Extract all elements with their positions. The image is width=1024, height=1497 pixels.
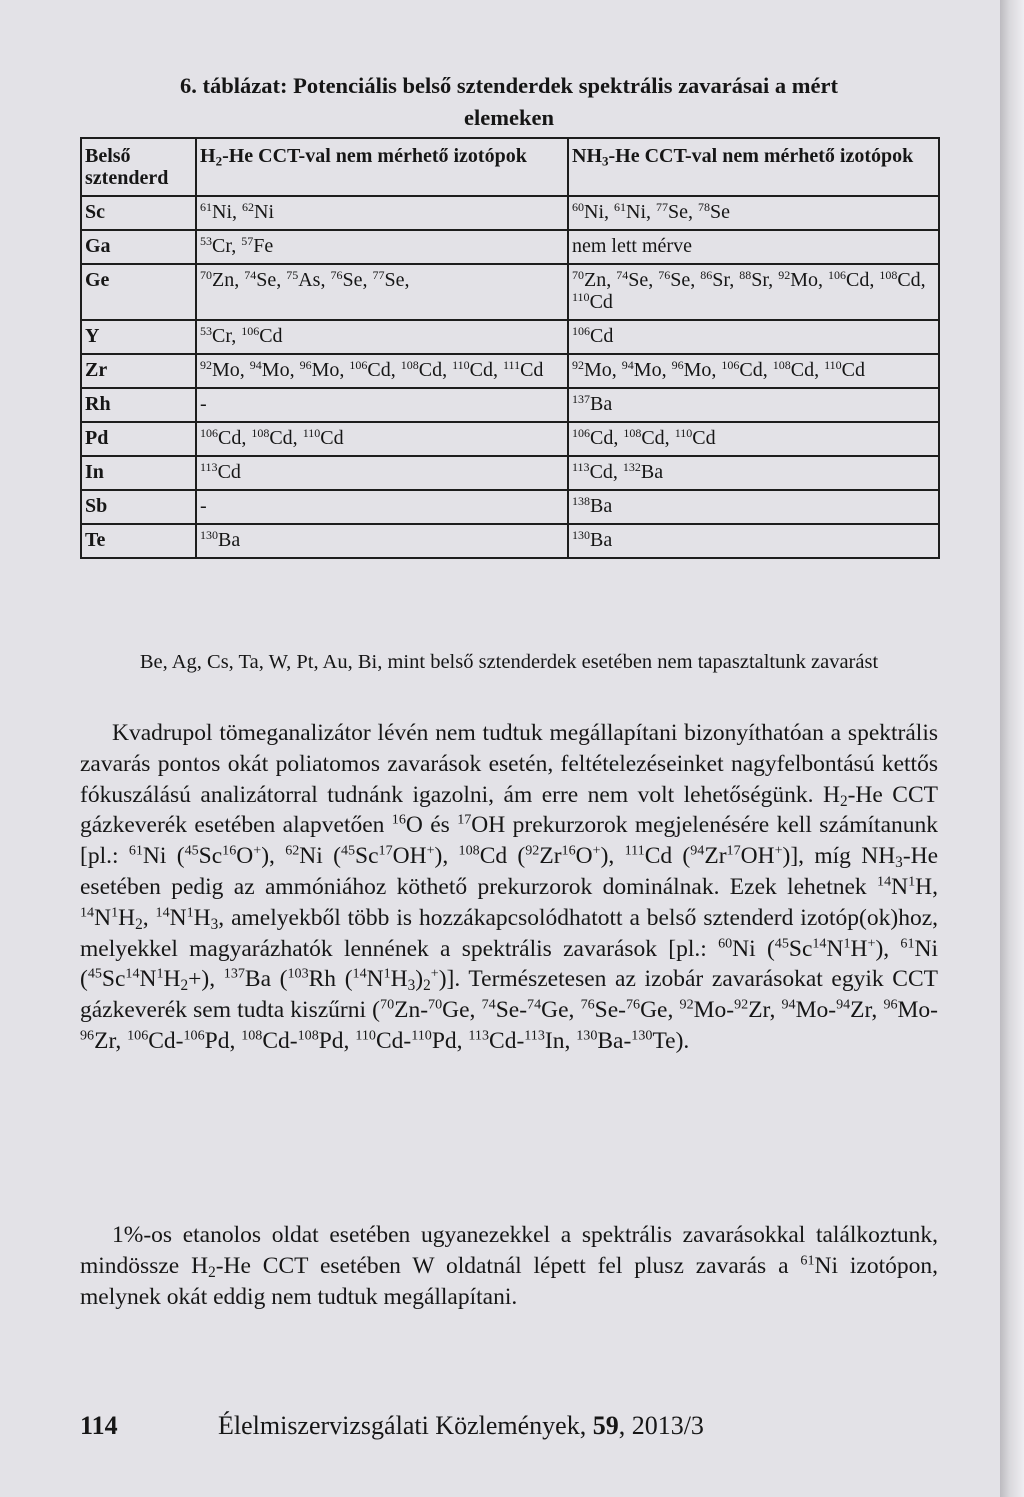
h2-he-isotopes-cell: - [196,490,568,524]
table-row [81,388,939,422]
nh3-he-isotopes-cell: $^{106}$Cd [568,320,939,354]
table-row [81,490,939,524]
nh3-he-isotopes-cell: $^{60}$Ni, $^{61}$Ni, $^{77}$Se, $^{78}$Se [568,196,939,230]
h2-he-isotopes-cell: $^{61}$Ni, $^{62}$Ni [196,196,568,230]
body-paragraph-2: 1%-os etanolos oldat esetében ugyanezekkel a spektrális zavarásokkal találkoztunk, mindössze $H_2-He$ CCT esetében W oldatnál lépett fel plusz zavarás a $^{61}$Ni izotópon, melynek okát eddig nem tudtuk megállapítani. [80,1222,938,1310]
header-h2-he: $H_2-He$ CCT-val nem mérhető izotópok [196,138,568,196]
nh3-he-isotopes-cell: $^{106}$Cd, $^{108}$Cd, $^{110}$Cd [568,422,939,456]
nh3-he-isotopes-cell: $^{92}$Mo, $^{94}$Mo, $^{96}$Mo, $^{106}$Cd, $^{108}$Cd, $^{110}$Cd [568,354,939,388]
table-row [81,524,939,558]
nh3-he-isotopes-cell: $^{130}$Ba [568,524,939,558]
h2-he-isotopes-cell: $^{53}$Cr, $^{106}$Cd [196,320,568,354]
page-number: 114 [80,1411,118,1440]
table-row [81,320,939,354]
h2-he-isotopes-cell: $^{113}$Cd [196,456,568,490]
journal-issue: 2013/3 [631,1411,704,1440]
nh3-he-isotopes-cell: $^{113}$Cd, $^{132}$Ba [568,456,939,490]
body-paragraph-1: Kvadrupol tömeganalizátor lévén nem tudtuk megállapítani bizonyíthatóan a spektrális zavarás pontos okát poliatomos zavarások esetén, feltételezéseinket nagyfelbontású kettős fókuszálású analizátorral tudnánk igazolni, ám erre nem volt lehetőségünk. $H_2-He$ CCT gázkeverék esetében alapvetően $^{16}$O és $^{17}$OH prekurzorok megjelenésére kell számítanunk [pl.: $^{61}$Ni ($^{45}$Sc$^{16}$O+), $^{62}$Ni ($^{45}$Sc$^{17}$OH+), $^{108}$Cd ($^{92}$Zr$^{16}$O+), $^{111}$Cd ($^{94}$Zr$^{17}$OH+)], míg $NH_3-He$ esetében pedig az ammóniához köthető prekurzorok dominálnak. Ezek lehetnek $^{14}N^1H$, $^{14}N^1H_2$, $^{14}N^1H_3$, amelyekből több is hozzákapcsolódhatott a belső sztenderd izotóp(ok)hoz, melyekkel magyarázhatók lennének a spektrális zavarások [pl.: $^{60}$Ni $(^{45}Sc^{14}N^1H^+)$, $^{61}$Ni $(^{45}Sc^{14}N^1H_2+)$, $^{137}$Ba ($^{103}$Rh $(^{14}N^1H_3)_2^+$)]. Természetesen az izobár zavarásokat egyik CCT gázkeverék sem tudta kiszűrni ($^{70}$Zn-$^{70}$Ge, $^{74}$Se-$^{74}$Ge, $^{76}$Se-$^{76}$Ge, $^{92}$Mo-$^{92}$Zr, $^{94}$Mo-$^{94}$Zr, $^{96}$Mo-$^{96}$Zr, $^{106}$Cd-$^{106}$Pd, $^{108}$Cd-$^{108}$Pd, $^{110}$Cd-$^{110}$Pd, $^{113}$Cd-$^{113}$In, $^{130}$Ba-$^{130}$Te). [80,720,939,1054]
table-caption [80,70,938,134]
table-row [81,456,939,490]
table-row [81,230,939,264]
h2-he-isotopes-cell: $^{130}$Ba [196,524,568,558]
table-row [81,354,939,388]
h2-he-isotopes-cell: - [196,388,568,422]
table-caption-line-1: 6. táblázat: Potenciális belső sztenderdek spektrális zavarásai a mért [179,73,839,98]
header-nh3-he: $NH_3-He$ CCT-val nem mérhető izotópok [568,138,939,196]
interference-table [80,137,940,559]
table-caption-line-2: elemeken [464,105,554,130]
h2-he-isotopes-cell: $^{92}$Mo, $^{94}$Mo, $^{96}$Mo, $^{106}$Cd, $^{108}$Cd, $^{110}$Cd, $^{111}$Cd [196,354,568,388]
element-cell: Y [81,320,196,354]
element-cell: Ge [81,264,196,320]
table-header-row [81,138,939,196]
nh3-he-isotopes-cell: $^{137}$Ba [568,388,939,422]
nh3-he-isotopes-cell: $^{70}$Zn, $^{74}$Se, $^{76}$Se, $^{86}$Sr, $^{88}$Sr, $^{92}$Mo, $^{106}$Cd, $^{108}$Cd, $^{110}$Cd [568,264,939,320]
header-internal-standard: Belső sztenderd [81,138,196,196]
h2-he-isotopes-cell: $^{106}$Cd, $^{108}$Cd, $^{110}$Cd [196,422,568,456]
element-cell: Ga [81,230,196,264]
table-footnote: Be, Ag, Cs, Ta, W, Pt, Au, Bi, mint belső sztenderdek esetében nem tapasztaltunk zavarást [139,651,879,673]
element-cell: Sc [81,196,196,230]
table-row [81,422,939,456]
h2-he-isotopes-cell: $^{70}$Zn, $^{74}$Se, $^{75}$As, $^{76}$Se, $^{77}$Se, [196,264,568,320]
journal-citation: Élelmiszervizsgálati Közlemények, 59, 2013/3 [218,1411,704,1440]
nh3-he-isotopes-cell: $^{138}$Ba [568,490,939,524]
h2-he-isotopes-cell: $^{53}$Cr, $^{57}$Fe [196,230,568,264]
element-cell: Sb [81,490,196,524]
element-cell: Pd [81,422,196,456]
nh3-he-isotopes-cell: nem lett mérve [568,230,939,264]
element-cell: Zr [81,354,196,388]
table-row [81,196,939,230]
table-row [81,264,939,320]
element-cell: Te [81,524,196,558]
journal-name: Élelmiszervizsgálati Közlemények [218,1411,580,1440]
journal-volume: 59 [592,1411,619,1440]
element-cell: Rh [81,388,196,422]
page-edge [1000,0,1024,1497]
element-cell: In [81,456,196,490]
